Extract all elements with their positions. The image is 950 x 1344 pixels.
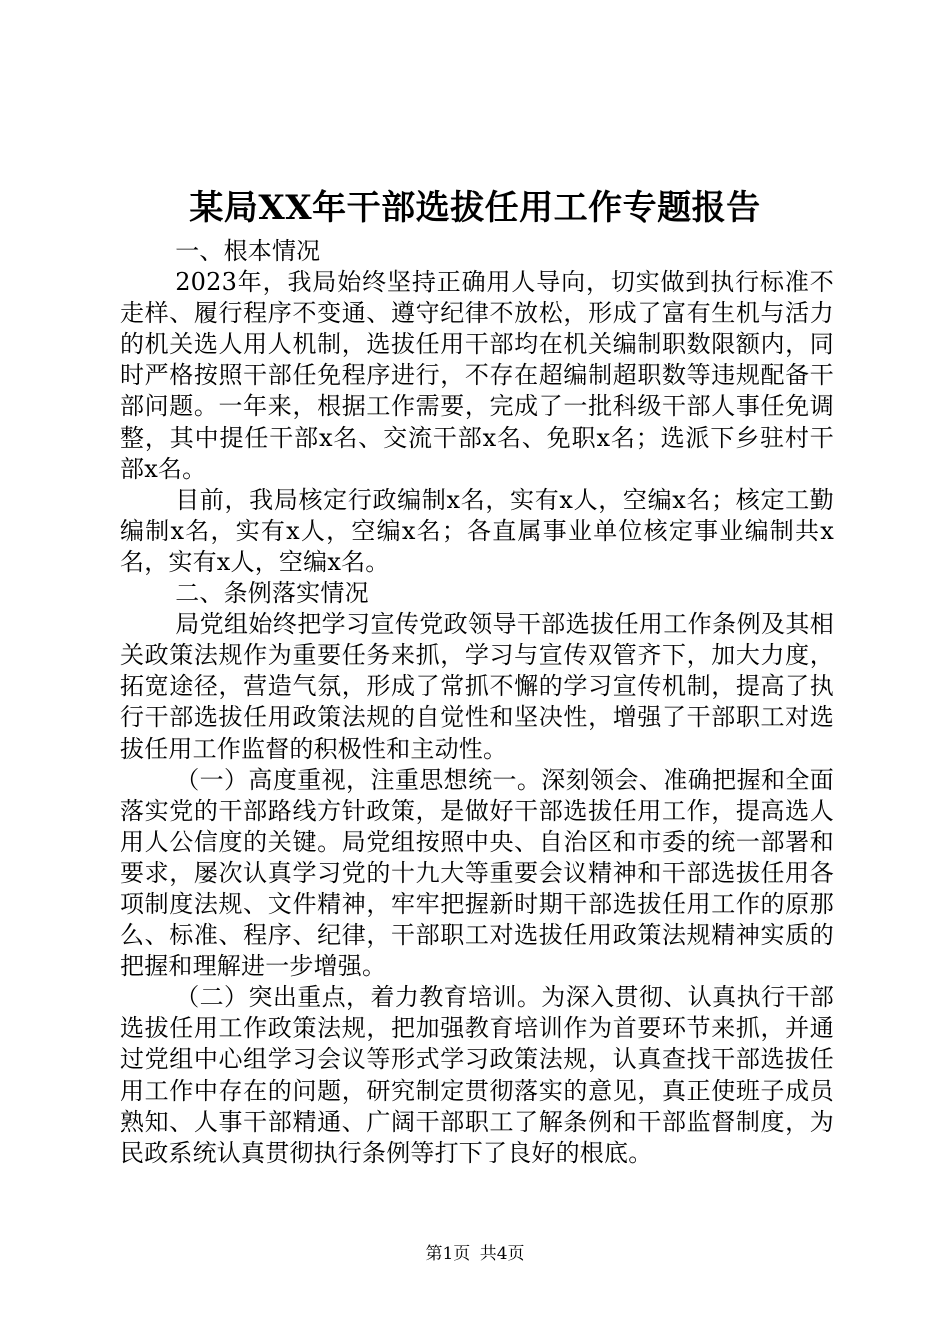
page-number: 第1页 — [425, 1244, 471, 1264]
page-total: 共4页 — [479, 1244, 525, 1264]
document-body — [120, 236, 834, 1169]
paragraph-point-one: （一）高度重视，注重思想统一。深刻领会、准确把握和全面落实党的干部路线方针政策，是做好干部选拔任用工作，提高选人用人公信度的关键。局党组按照中央、自治区和市委的统一部署和要求，屡次认真学习党的十九大等重要会议精神和干部选拔任用各项制度法规、文件精神，牢牢把握新时期干部选拔任用工作的原那么、标准、程序、纪律，干部职工对选拔任用政策法规精神实质的把握和理解进一步增强。 — [120, 765, 834, 981]
page-footer — [0, 1243, 950, 1265]
paragraph-regulations: 局党组始终把学习宣传党政领导干部选拔任用工作条例及其相关政策法规作为重要任务来抓，学习与宣传双管齐下，加大力度，拓宽途径，营造气氛，形成了常抓不懈的学习宣传机制，提高了执行干部选拔任用政策法规的自觉性和坚决性，增强了干部职工对选拔任用工作监督的积极性和主动性。 — [120, 610, 834, 763]
paragraph-overview: 2023年，我局始终坚持正确用人导向，切实做到执行标准不走样、履行程序不变通、遵守纪律不放松，形成了富有生机与活力的机关选人用人机制，选拔任用干部均在机关编制职数限额内，同时严格按照干部任免程序进行，不存在超编制超职数等违规配备干部问题。一年来，根据工作需要，完成了一批科级干部人事任免调整，其中提任干部x名、交流干部x名、免职x名；选派下乡驻村干部x名。 — [120, 268, 834, 483]
document-title: 某局XX年干部选拔任用工作专题报告 — [189, 188, 761, 228]
paragraph-staffing: 目前，我局核定行政编制x名，实有x人，空编x名；核定工勤编制x名，实有x人，空编x名；各直属事业单位核定事业编制共x名，实有x人，空编x名。 — [120, 485, 834, 576]
section-heading-regulations: 二、条例落实情况 — [175, 579, 369, 608]
section-heading-basic: 一、根本情况 — [175, 237, 321, 265]
paragraph-point-two: （二）突出重点，着力教育培训。为深入贯彻、认真执行干部选拔任用工作政策法规，把加强教育培训作为首要环节来抓，并通过党组中心组学习会议等形式学习政策法规，认真查找干部选拔任用工作中存在的问题，研究制定贯彻落实的意见，真正使班子成员熟知、人事干部精通、广阔干部职工了解条例和干部监督制度，为民政系统认真贯彻执行条例等打下了良好的根底。 — [120, 983, 834, 1167]
